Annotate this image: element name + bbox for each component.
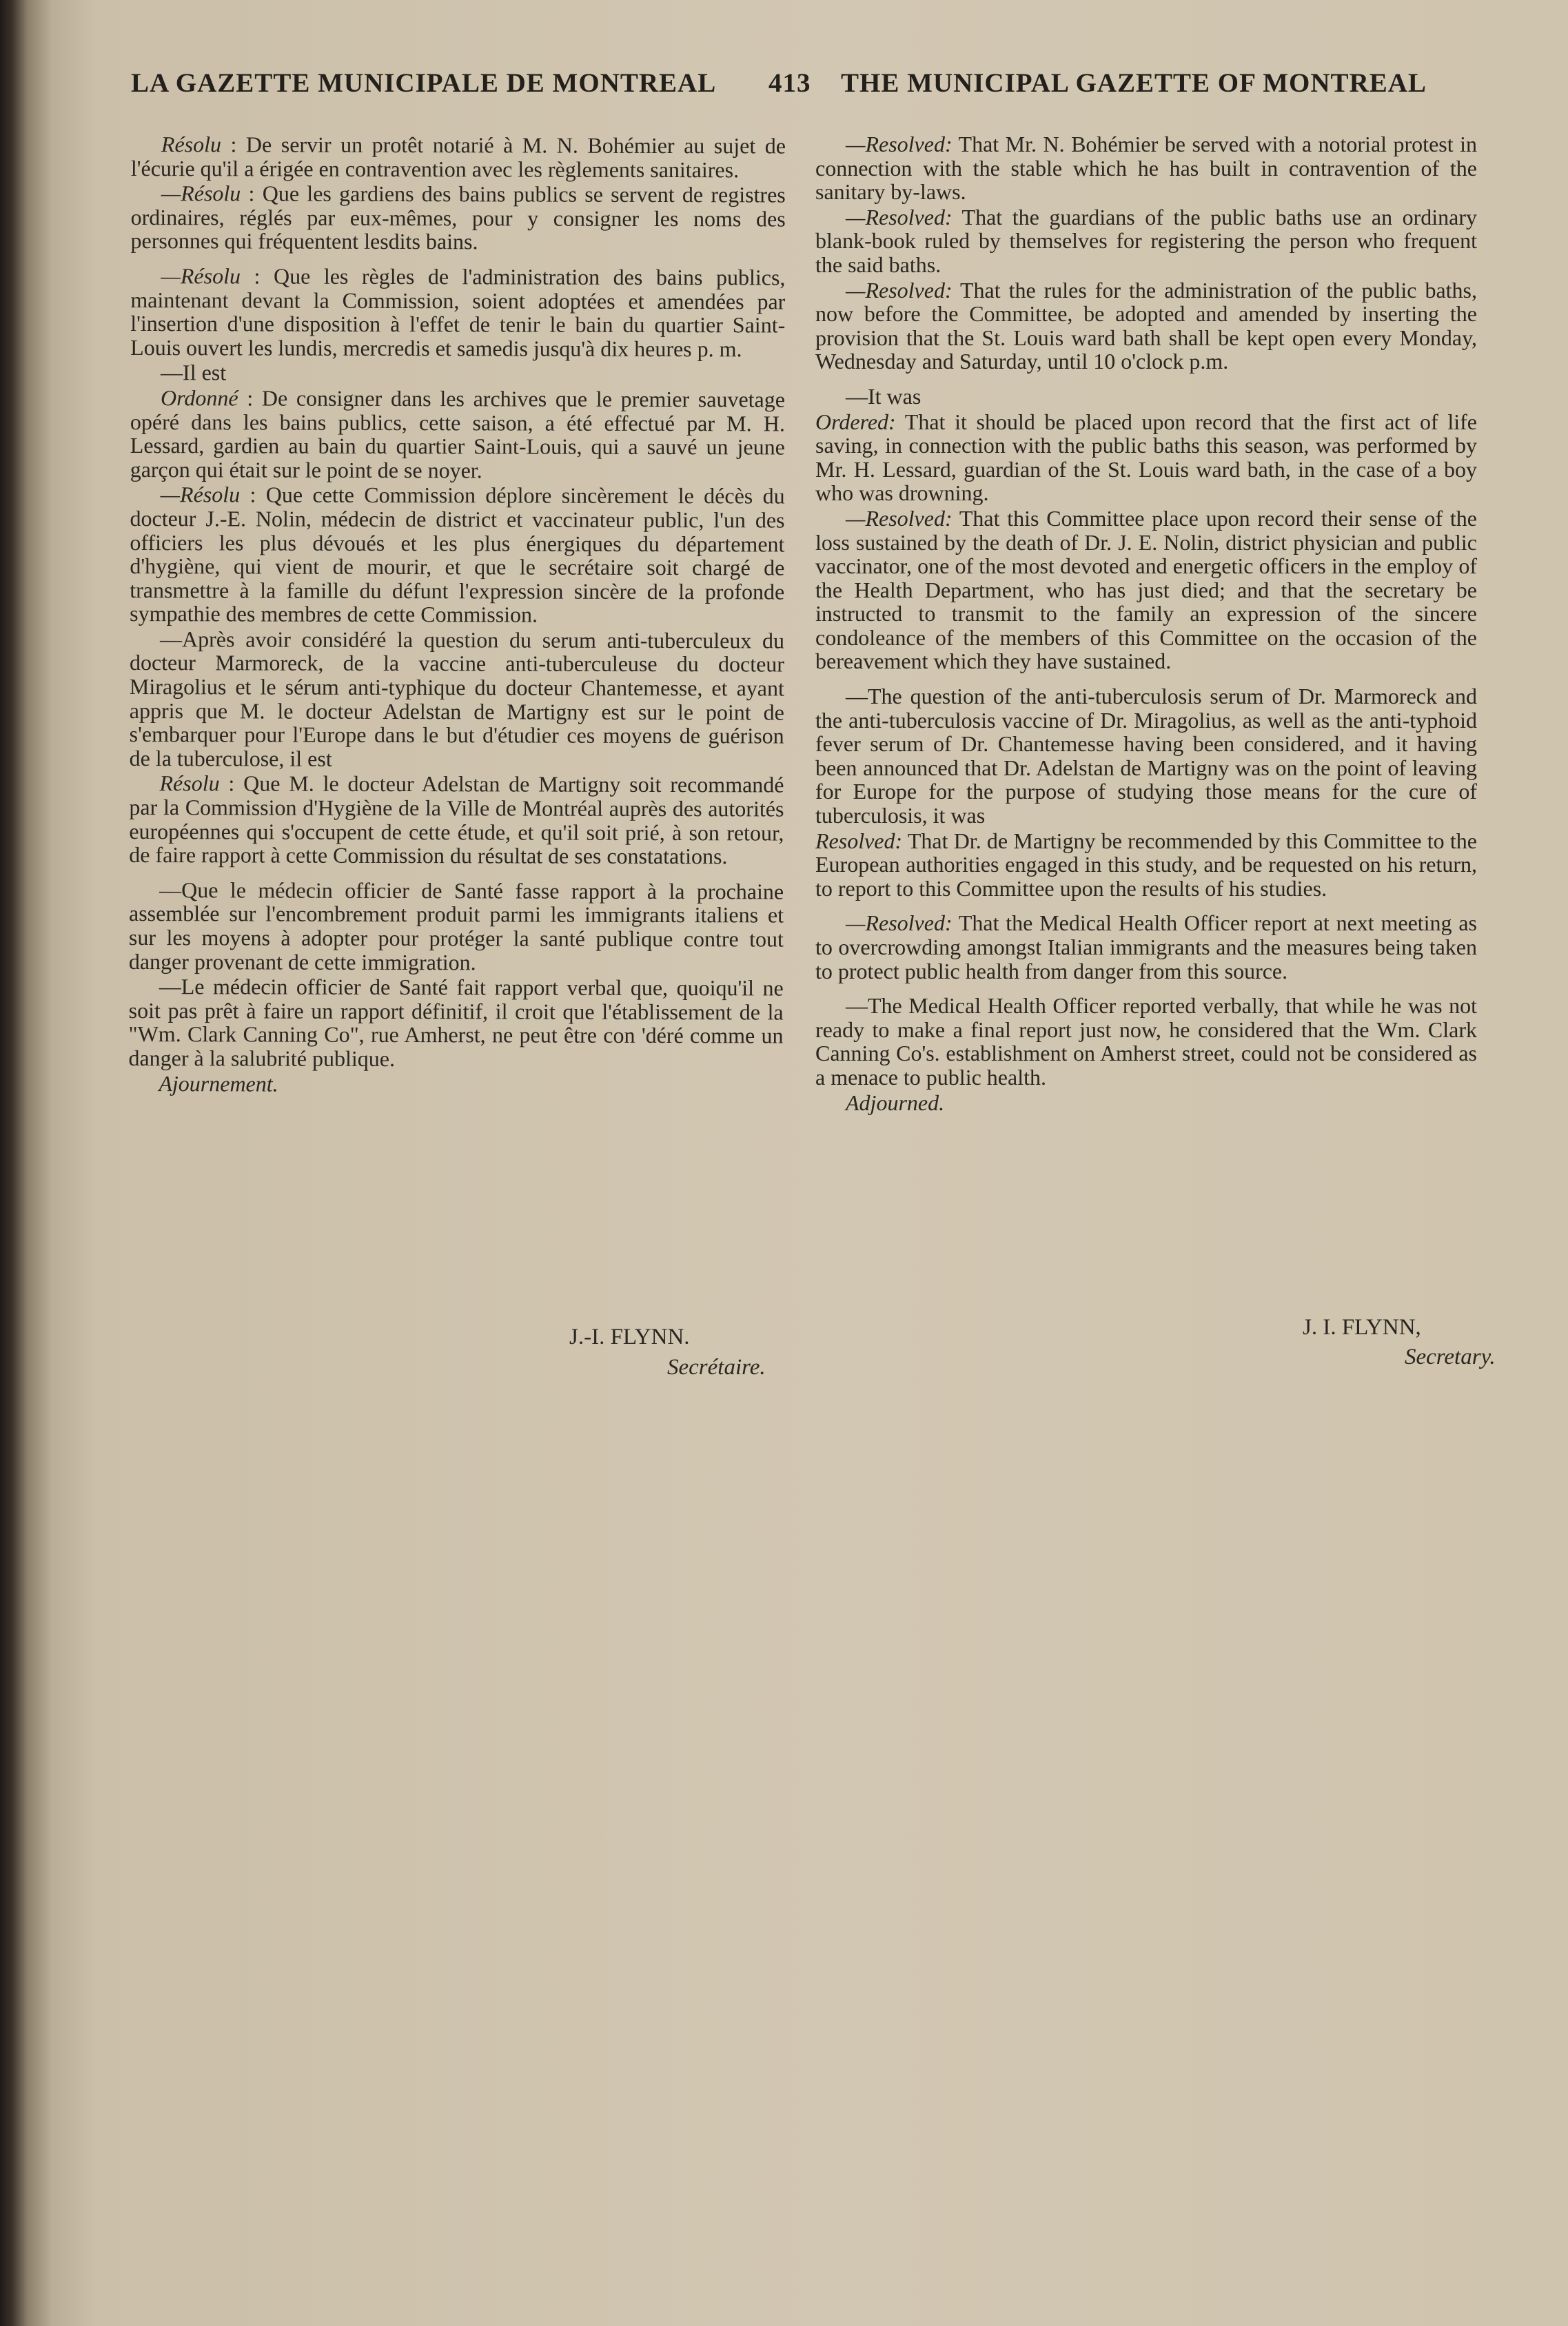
french-paragraph — [130, 386, 785, 483]
french-paragraph — [129, 771, 784, 868]
signature-name: J. I. FLYNN, — [1303, 1315, 1421, 1340]
resolution-text: That Mr. N. Bohémier be served with a notorial protest in connection with the stable which he has built in contravention of the sanitary by-laws. — [815, 132, 1477, 205]
english-column — [815, 132, 1477, 1116]
resolution-lead: —Résolu — [161, 181, 241, 206]
resolution-lead: —Resolved: — [846, 910, 953, 936]
english-running-title: THE MUNICIPAL GAZETTE OF MONTREAL — [841, 68, 1427, 98]
french-column — [128, 132, 786, 1099]
english-signature — [1303, 1315, 1421, 1340]
english-paragraph — [815, 410, 1477, 505]
english-paragraph: —The question of the anti-tuberculosis serum of Dr. Marmoreck and the anti-tuberculosis vaccine of Dr. Miragolius, as well as the anti-typhoid fever serum of Dr. Chantemesse having been considered, and it having been announced that Dr. Adelstan de Martigny was on the point of leaving for Europe for the purpose of studying those means for the cure of tuberculosis, it was — [815, 684, 1477, 828]
resolution-text: : De servir un protêt notarié à M. N. Bohémier au sujet de l'écurie qu'il a érigée en contravention avec les règlements sanitaires. — [130, 132, 786, 182]
french-paragraph — [131, 181, 786, 254]
resolution-text: That the guardians of the public baths use an ordinary blank-book ruled by themselves for registering the person who frequent the said baths. — [815, 204, 1477, 277]
french-paragraph — [130, 482, 785, 627]
resolution-text: : Que M. le docteur Adelstan de Martigny soit recommandé par la Commission d'Hygiène de la Ville de Montréal auprès des autorités européennes qui s'occupent de cette étude, et qu'il soit prié, à son retour, de faire rapport à cette Commission du résultat de ses constatations. — [129, 771, 784, 869]
resolution-text: That the rules for the administration of the public baths, now before the Committee, be adopted and amended by inserting the provision that the St. Louis ward bath shall be kept open every Monday, Wednesday and Saturday, until 10 o'clock p.m. — [815, 277, 1477, 374]
resolution-text: That the Medical Health Officer report at next meeting as to overcrowding amongst Italian immigrants and the measures being taken to protect public health from danger from this source. — [815, 910, 1477, 983]
signature-name: J.-I. FLYNN. — [569, 1325, 690, 1349]
resolution-text: That this Committee place upon record their sense of the loss sustained by the death of Dr. J. E. Nolin, district physician and public vaccinator, one of the most devoted and energetic officers in the employ of the Health Department, who has just died; and that the secretary be instructed to transmit to the family an expression of the sincere condoleance of the members of this Committee on the occasion of the bereavement which they have sustained. — [815, 505, 1477, 674]
french-adjournment: Ajournement. — [159, 1070, 278, 1096]
resolution-lead: Ordered: — [815, 409, 896, 434]
resolution-text: : De consigner dans les archives que le premier sauvetage opéré dans les bains publics, cette saison, a été effectué par M. H. Lessard, gardien au bain du quartier Saint-Louis, qui a sauvé un jeune garçon qui était sur le point de se noyer. — [130, 385, 786, 483]
signature-title: Secretary. — [1405, 1345, 1496, 1369]
resolution-lead: —Résolu — [161, 263, 241, 289]
english-paragraph — [815, 829, 1477, 901]
resolution-lead: Resolved: — [815, 828, 903, 853]
english-paragraph — [815, 132, 1477, 204]
resolution-lead: —Resolved: — [846, 204, 953, 229]
resolution-lead: —Resolved: — [846, 132, 953, 156]
french-paragraph: —Le médecin officier de Santé fait rapport verbal que, quoiqu'il ne soit pas prêt à faire un rapport définitif, il croit que l'établissement de la "Wm. Clark Canning Co", rue Amherst, ne peut être con 'déré comme un danger à la salubrité publique. — [128, 974, 784, 1071]
english-paragraph — [815, 911, 1477, 983]
resolution-lead: Ordonné — [160, 385, 238, 411]
resolution-text: That Dr. de Martigny be recommended by this Committee to the European authorities engaged in this study, and be requested on his return, to report to this Committee upon the results of his studies. — [815, 828, 1477, 901]
english-paragraph: —The Medical Health Officer reported verbally, that while he was not ready to make a final report just now, he considered that the Wm. Clark Canning Co's. establishment on Amherst street, could not be considered as a menace to public health. — [815, 993, 1477, 1090]
english-paragraph — [815, 205, 1477, 277]
english-adjournment: Adjourned. — [846, 1090, 945, 1115]
resolution-lead: —Resolved: — [846, 505, 953, 531]
resolution-lead: —Resolved: — [846, 277, 953, 303]
french-paragraph: —Il est — [161, 360, 227, 385]
french-signature-title-block — [667, 1355, 766, 1380]
resolution-text: : Que les règles de l'administration des bains publics, maintenant devant la Commission, soient adoptées et amendées par l'insertion d'une disposition à l'effet de tenir le bain du quartier Saint-Louis ouvert les lundis, mercredis et samedis jusqu'à dix heures p. m. — [130, 263, 786, 362]
french-paragraph: —Après avoir considéré la question du serum anti-tuberculeux du docteur Marmoreck, de la vaccine anti-tuberculeuse du docteur Miragolius et le sérum anti-typhique du docteur Chantemesse, et ayant appris que M. le docteur Adelstan de Martigny est sur le point de s'embarquer pour l'Europe dans le but d'étudier ces moyens de guérison de la tuberculose, il est — [129, 626, 785, 771]
resolution-lead: —Résolu — [160, 482, 241, 507]
page-number: 413 — [768, 68, 811, 98]
english-paragraph: —It was — [846, 383, 922, 409]
resolution-lead: Résolu — [161, 132, 222, 157]
english-paragraph — [815, 278, 1477, 374]
french-paragraph: —Que le médecin officier de Santé fasse rapport à la prochaine assemblée sur l'encombrement produit parmi les immigrants italiens et sur les moyens à adopter pour protéger la santé publique contre tout danger provenant de cette immigration. — [128, 877, 784, 975]
french-paragraph — [131, 132, 786, 182]
signature-title: Secrétaire. — [667, 1355, 766, 1380]
english-signature-title-block — [1405, 1345, 1496, 1370]
french-paragraph — [130, 264, 785, 361]
resolution-text: : Que les gardiens des bains publics se servent de registres ordinaires, réglés par eux-mêmes, pour y consigner les noms des personnes qui fréquentent lesdits bains. — [130, 181, 786, 254]
french-signature — [569, 1325, 690, 1350]
resolution-text: : Que cette Commission déplore sincèrement le décès du docteur J.-E. Nolin, médecin de district et vaccinateur public, l'un des officiers les plus dévoués et les plus énergiques du département d'hygiène, qui vient de mourir, et que le secrétaire soit chargé de transmettre à la famille du défunt l'expression sincère de la profonde sympathie des membres de cette Commission. — [130, 482, 785, 627]
resolution-lead: Résolu — [159, 771, 220, 796]
french-running-title: LA GAZETTE MUNICIPALE DE MONTREAL — [131, 68, 717, 98]
english-paragraph — [815, 507, 1477, 673]
resolution-text: That it should be placed upon record that the first act of life saving, in connection with the public baths this season, was performed by Mr. H. Lessard, guardian of the St. Louis ward bath, in the case of a boy who was drowning. — [815, 409, 1477, 506]
